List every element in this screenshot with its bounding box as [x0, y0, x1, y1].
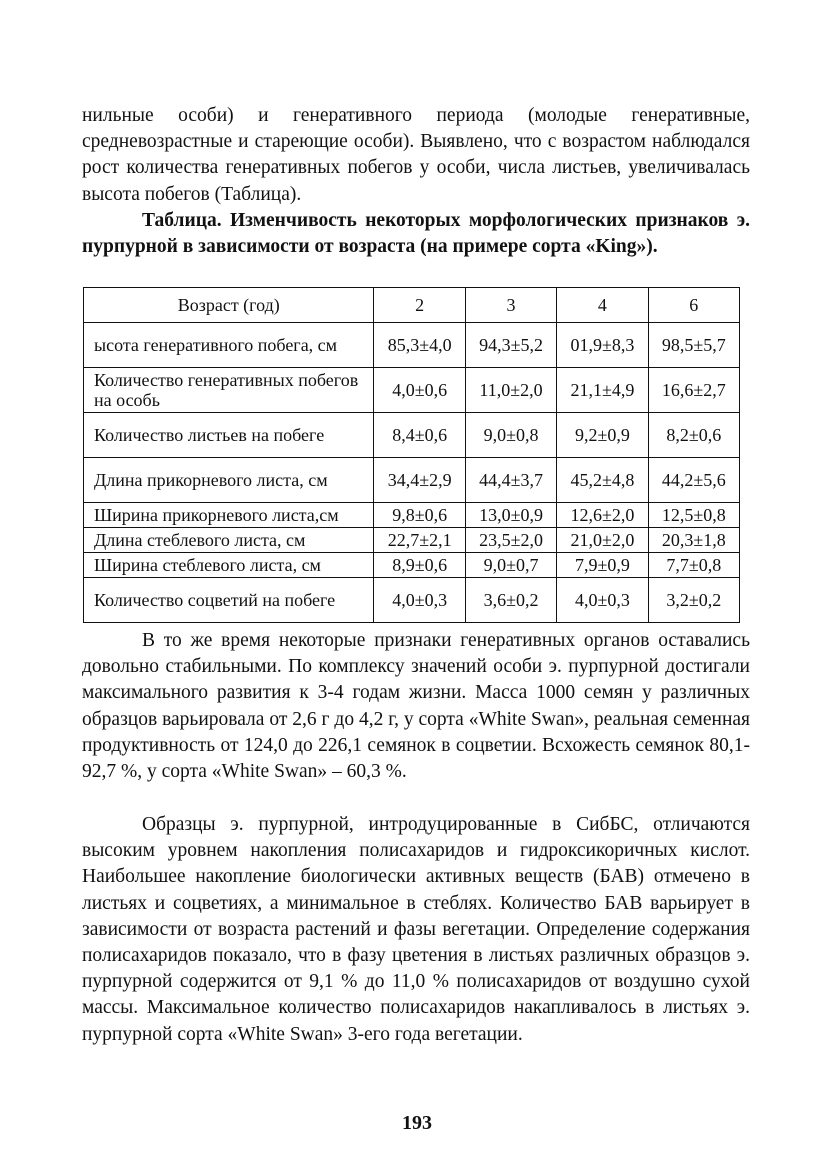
table-row: [84, 578, 740, 623]
cell-value: 4,0±0,6: [374, 368, 465, 413]
cell-value: 01,9±8,3: [557, 323, 648, 368]
cell-value: 98,5±5,7: [648, 323, 739, 368]
header-age-3: 3: [465, 288, 556, 323]
page-number: 193: [402, 1112, 432, 1134]
cell-value: 7,7±0,8: [648, 553, 739, 578]
header-age-4: 4: [557, 288, 648, 323]
cell-value: 45,2±4,8: [557, 458, 648, 503]
cell-value: 16,6±2,7: [648, 368, 739, 413]
cell-value: 9,2±0,9: [557, 413, 648, 458]
cell-value: 3,6±0,2: [465, 578, 556, 623]
cell-value: 94,3±5,2: [465, 323, 556, 368]
table-row: [84, 503, 740, 528]
cell-value: 44,4±3,7: [465, 458, 556, 503]
cell-value: 21,1±4,9: [557, 368, 648, 413]
cell-value: 7,9±0,9: [557, 553, 648, 578]
cell-value: 12,6±2,0: [557, 503, 648, 528]
row-label: Количество генеративных побегов на особь: [84, 368, 374, 413]
cell-value: 9,0±0,7: [465, 553, 556, 578]
header-age: Возраст (год): [84, 288, 374, 323]
row-label: ысота генеративного побега, см: [84, 323, 374, 368]
row-label: Длина стеблевого листа, см: [84, 528, 374, 553]
table-row: [84, 413, 740, 458]
table-caption: Таблица. Изменчивость некоторых морфологических признаков э. пурпурной в зависимости от возраста (на примере сорта «King»).: [82, 210, 750, 258]
header-age-2: 2: [374, 288, 465, 323]
cell-value: 9,8±0,6: [374, 503, 465, 528]
cell-value: 23,5±2,0: [465, 528, 556, 553]
cell-value: 8,4±0,6: [374, 413, 465, 458]
cell-value: 34,4±2,9: [374, 458, 465, 503]
cell-value: 22,7±2,1: [374, 528, 465, 553]
cell-value: 8,2±0,6: [648, 413, 739, 458]
row-label: Ширина прикорневого листа,см: [84, 503, 374, 528]
cell-value: 11,0±2,0: [465, 368, 556, 413]
table-row: [84, 528, 740, 553]
table-row: [84, 368, 740, 413]
cell-value: 8,9±0,6: [374, 553, 465, 578]
paragraph-generative-organs: В то же время некоторые признаки генеративных органов оставались довольно стабильными. По комплексу значений особи э. пурпурной достигали максимального развития к 3-4 годам жизни. Масса 1000 семян у различных образцов варьировала от 2,6 г до 4,2 г, у сорта «White Swan», реальная семенная продуктивность от 124,0 до 226,1 семянок в соцветии. Всхожесть семянок 80,1-92,7 %, у сорта «White Swan» – 60,3 %.: [82, 630, 750, 783]
morphology-table: [83, 287, 740, 623]
paragraph-intro: нильные особи) и генеративного периода (молодые генеративные, средневозрастные и стареющие особи). Выявлено, что с возрастом наблюдался рост количества генеративных побегов у особи, числа листьев, увеличивалась высота побегов (Таблица).: [82, 105, 750, 205]
row-label: Ширина стеблевого листа, см: [84, 553, 374, 578]
table-row: [84, 458, 740, 503]
cell-value: 4,0±0,3: [557, 578, 648, 623]
cell-value: 9,0±0,8: [465, 413, 556, 458]
cell-value: 13,0±0,9: [465, 503, 556, 528]
row-label: Длина прикорневого листа, см: [84, 458, 374, 503]
table-row: [84, 323, 740, 368]
cell-value: 21,0±2,0: [557, 528, 648, 553]
cell-value: 12,5±0,8: [648, 503, 739, 528]
cell-value: 4,0±0,3: [374, 578, 465, 623]
table-row: [84, 553, 740, 578]
cell-value: 85,3±4,0: [374, 323, 465, 368]
cell-value: 20,3±1,8: [648, 528, 739, 553]
cell-value: 44,2±5,6: [648, 458, 739, 503]
row-label: Количество листьев на побеге: [84, 413, 374, 458]
cell-value: 3,2±0,2: [648, 578, 739, 623]
table-header-row: [84, 288, 740, 323]
header-age-6: 6: [648, 288, 739, 323]
paragraph-polysaccharides: Образцы э. пурпурной, интродуцированные в СибБС, отличаются высоким уровнем накопления полисахаридов и гидроксикоричных кислот. Наибольшее накопление биологически активных веществ (БАВ) отмечено в листьях и соцветиях, а минимальное в стеблях. Количество БАВ варьирует в зависимости от возраста растений и фазы вегетации. Определение содержания полисахаридов показало, что в фазу цветения в листьях различных образцов э. пурпурной содержится от 9,1 % до 11,0 % полисахаридов от воздушно сухой массы. Максимальное количество полисахаридов накапливалось в листьях э. пурпурной сорта «White Swan» 3-его года вегетации.: [82, 814, 750, 1045]
row-label: Количество соцветий на побеге: [84, 578, 374, 623]
